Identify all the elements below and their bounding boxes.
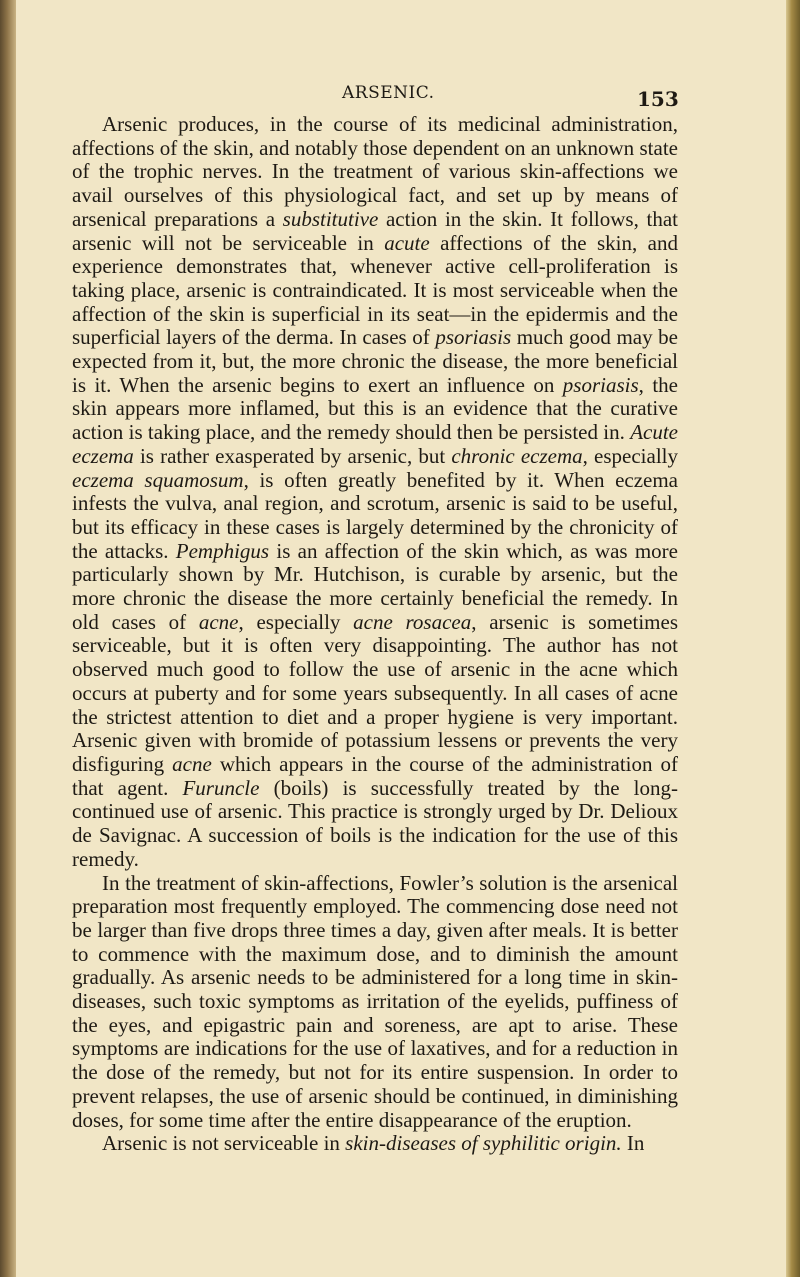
italic-text: Furuncle <box>182 775 260 800</box>
italic-text: chronic eczema <box>451 443 583 468</box>
page-header <box>0 83 800 109</box>
text-run: Arsenic is not serviceable in <box>102 1131 346 1156</box>
page-binding-shadow <box>0 0 16 1277</box>
italic-text: skin-diseases of syphilitic origin. <box>345 1131 622 1156</box>
italic-text: Pemphigus <box>175 538 270 563</box>
body-text <box>72 113 678 1156</box>
italic-text: acute <box>384 230 430 255</box>
text-run: is an affection of the skin which, as was more particularly shown by Mr. Hutchison, is curable by arsenic, but the more chronic the disease the more certainly beneficial the remedy. In old cases of <box>72 538 679 634</box>
italic-text: eczema squamosum <box>72 467 244 492</box>
text-run: , especially <box>238 609 354 634</box>
text-run: which appears in the course of the administration of that agent. <box>72 751 679 800</box>
text-run: , arsenic is sometimes serviceable, but it is often very disappointing. The author has not observed much good to follow the use of arsenic in the acne which occurs at puberty and for some years subsequently. In all cases of acne the strictest attention to diet and a proper hygiene is very important. Arsenic given with bromide of potassium lessens or prevents the very disfiguring <box>72 609 678 776</box>
italic-text: Acute eczema <box>72 420 678 468</box>
paragraph <box>72 1132 678 1156</box>
text-run: action in the skin. It follows, that arsenic will not be serviceable in <box>72 206 678 255</box>
italic-text: substitutive <box>282 206 379 231</box>
text-run: In the treatment of skin-affections, Fowler’s solution is the arsenical preparation most frequently employed. The commencing dose need not be larger than five drops three times a day, given after meals. It is better to commence with the maximum dose, and to diminish the amount gradually. As arsenic needs to be administered for a long time in skin-diseases, such toxic symptoms as irritation of the eyelids, puffiness of the eyes, and epigastric pain and soreness, are apt to arise. These symptoms are indications for the use of laxatives, and for a reduction in the dose of the remedy, but not for its entire suspension. In order to prevent relapses, the use of arsenic should be continued, in diminishing doses, for some time after the entire disappearance of the eruption. <box>72 870 678 1132</box>
text-run: much good may be expected from it, but, the more chronic the disease, the more beneficial is it. When the arsenic begins to exert an influence on <box>72 325 678 397</box>
text-run: , the skin appears more inflamed, but this is an evidence that the curative action is taking place, and the remedy should then be persisted in. <box>72 372 678 445</box>
text-run: affections of the skin, and experience demonstrates that, whenever active cell-proliferation is taking place, arsenic is contraindicated. It is most serviceable when the affection of the skin is superficial in its seat—in the epidermis and the superficial layers of the derma. In cases of <box>72 230 678 350</box>
italic-text: acne rosacea <box>353 609 472 634</box>
paragraph <box>72 872 678 1133</box>
italic-text: psoriasis <box>562 372 639 397</box>
running-head: ARSENIC. <box>342 83 435 103</box>
page-number: 153 <box>637 87 679 111</box>
text-run: Arsenic produces, in the course of its medicinal administration, affections of the skin, and notably those dependent on an unknown state of the trophic nerves. In the treatment of various skin-affections we avail ourselves of this physiological fact, and set up by means of arsenical preparations a <box>72 112 678 231</box>
text-run: , is often greatly benefited by it. When eczema infests the vulva, anal region, and scrotum, arsenic is said to be useful, but its efficacy in these cases is largely determined by the chronicity of the attacks. <box>72 467 679 563</box>
text-run: , especially <box>582 443 679 468</box>
page-edge <box>786 0 800 1277</box>
italic-text: acne <box>198 609 239 634</box>
italic-text: psoriasis <box>435 325 512 350</box>
italic-text: acne <box>172 751 212 776</box>
paragraph <box>72 113 678 872</box>
text-run: In <box>621 1131 645 1156</box>
text-run: is rather exasperated by arsenic, but <box>133 443 452 468</box>
text-run: (boils) is successfully treated by the long-continued use of arsenic. This practice is strongly urged by Dr. Delioux de Savignac. A succession of boils is the indication for the use of this remedy. <box>72 775 678 871</box>
